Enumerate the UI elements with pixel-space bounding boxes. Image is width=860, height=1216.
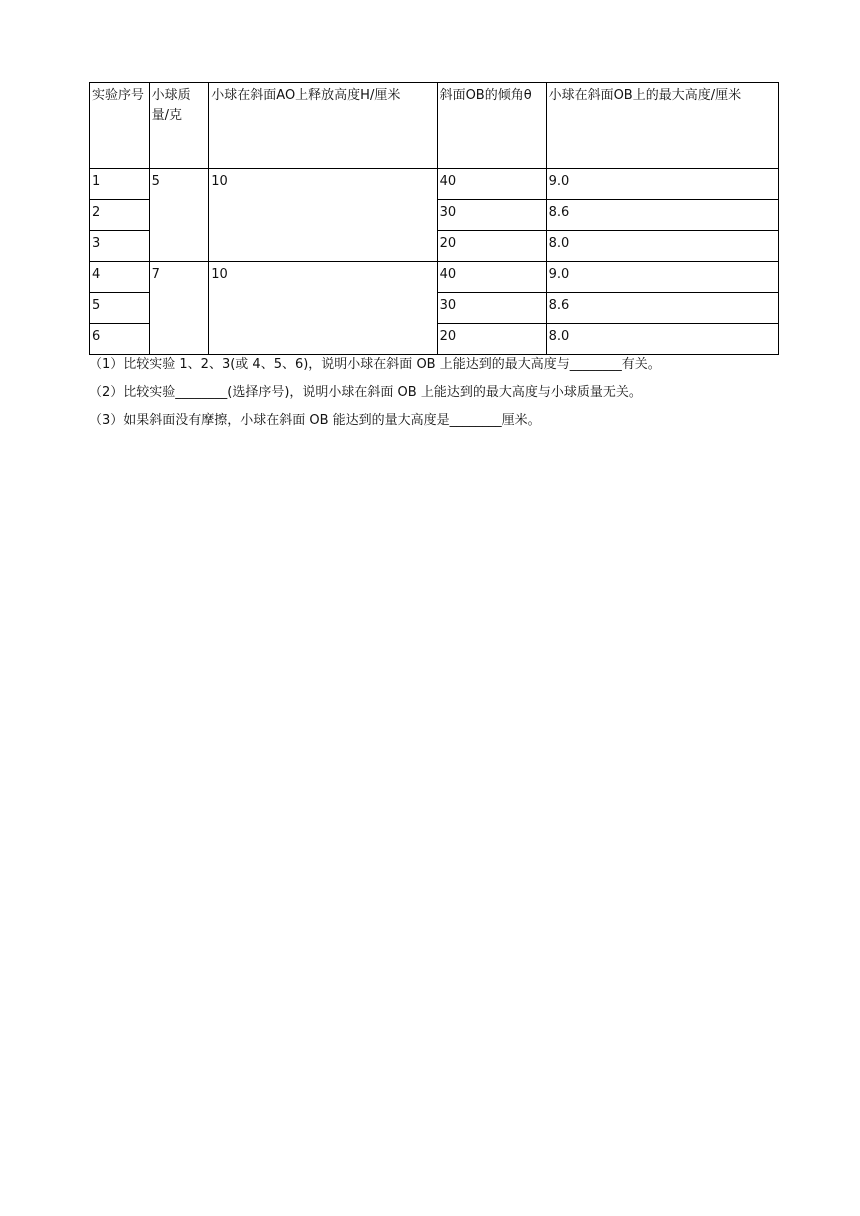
- cell-seq: 1: [90, 169, 150, 200]
- cell-divider-stub: [208, 262, 209, 290]
- header-max-height: 小球在斜面OB上的最大高度/厘米: [546, 83, 778, 169]
- cell-max-height: 9.0: [546, 262, 778, 293]
- question-3: （3）如果斜面没有摩擦，小球在斜面 OB 能达到的量大高度是________厘米。: [89, 413, 541, 428]
- cell-seq: 4: [90, 262, 150, 293]
- cell-seq: 6: [90, 324, 150, 355]
- question-2: （2）比较实验________(选择序号)，说明小球在斜面 OB 上能达到的最大高度与小球质量无关。: [89, 385, 642, 400]
- header-angle: 斜面OB的倾角θ: [437, 83, 546, 169]
- cell-mass-value: 7: [151, 267, 160, 282]
- cell-angle: 40: [437, 169, 546, 200]
- cell-mass-value: 5: [151, 174, 160, 189]
- header-release-height: 小球在斜面AO上释放高度H/厘米: [209, 83, 437, 169]
- cell-angle: 40: [437, 262, 546, 293]
- cell-release-height: 10: [209, 262, 437, 355]
- cell-max-height: 8.0: [546, 324, 778, 355]
- table-row: [90, 169, 779, 200]
- cell-max-height: 8.6: [546, 293, 778, 324]
- experiment-data-table: [89, 82, 779, 355]
- header-seq: 实验序号: [90, 83, 150, 169]
- cell-release-height: 10: [209, 169, 437, 262]
- question-1: （1）比较实验 1、2、3(或 4、5、6)，说明小球在斜面 OB 上能达到的最大高度与________有关。: [89, 357, 661, 372]
- cell-angle: 30: [437, 293, 546, 324]
- cell-seq: 5: [90, 293, 150, 324]
- question-list: [89, 352, 789, 436]
- cell-max-height: 8.6: [546, 200, 778, 231]
- table-row: [90, 262, 779, 293]
- table-header-row: [90, 83, 779, 169]
- header-mass: 小球质量/克: [149, 83, 209, 169]
- cell-angle: 20: [437, 324, 546, 355]
- cell-mass: [149, 169, 209, 262]
- cell-max-height: 9.0: [546, 169, 778, 200]
- cell-max-height: 8.0: [546, 231, 778, 262]
- cell-seq: 3: [90, 231, 150, 262]
- cell-seq: 2: [90, 200, 150, 231]
- cell-angle: 30: [437, 200, 546, 231]
- cell-mass: [149, 262, 209, 355]
- cell-angle: 20: [437, 231, 546, 262]
- cell-divider-stub: [208, 169, 209, 197]
